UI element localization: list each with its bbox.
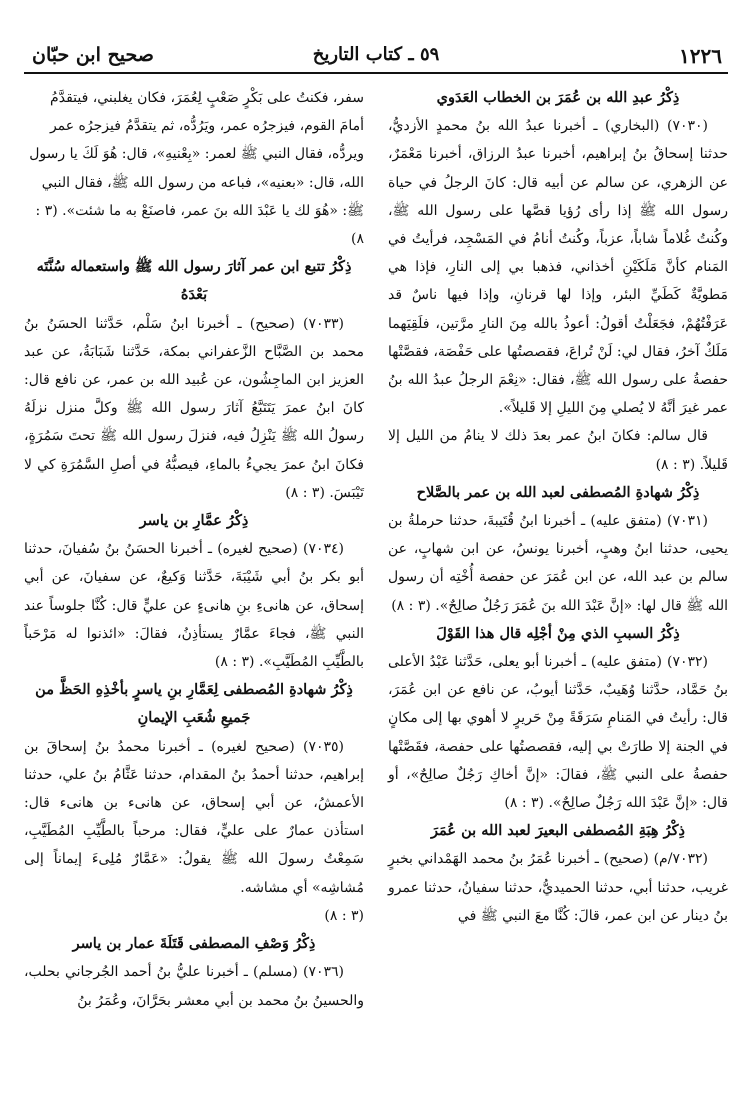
section-heading: ذِكْرُ شهادةِ المُصطفى لِعَمَّارِ بنِ ياسرٍ بأخْذِهِ الحَظَّ من جَميعِ شُعَبِ الإيمانِ bbox=[35, 681, 353, 727]
section-heading: ذِكْرُ عمَّارِ بن ياسر bbox=[139, 512, 249, 530]
book-title: صحيح ابن حبّان bbox=[32, 44, 154, 66]
paragraph: (٧٠٣٢) (متفق عليه) ـ أخبرنا أبو يعلى، حَدَّثنا عَبْدُ الأعلى بنُ حَمَّاد، حدَّثنا وُهَيبٌ، حَدَّثنا أيوبُ، عن نافع عن ابن عُمَرَ، قال: رأيتُ في المَنامِ سَرَقَةً مِنْ حَريرٍ لا أهوي بها إلى مكانٍ في الجنة إلا طارَتْ بي إليه، فقصصتُها على حفصة، فقَصَّتْها حفصةُ على النبي ﷺ، فقالَ: «إنَّ أخاكِ رَجُلٌ صالِحٌ»، أو قال: «إنَّ عَبْدَ الله رَجُلٌ صالِحٌ». (٣ : ٨) bbox=[388, 654, 728, 812]
paragraph: (٣ : ٨) bbox=[324, 907, 364, 924]
paragraph: سفر، فكنتُ على بَكْرٍ صَعْبٍ لِعُمَرَ، فكان يغلبني، فيتقدَّمُ أمامَ القوم، فيزجرُه عمر، ويَرُدُّه، ثم يتقدَّمُ فيزجرُه عمر ويردُّه، فقال النبي ﷺ لعمر: «بِعْنيهِ»، قال: هُوَ لَكَ يا رسول الله، قال: «بعنيه»، فباعه من رسول الله ﷺ، فقال النبي ﷺ: «هُوَ لك يا عَبْدَ الله بنَ عمر، فاصنَعْ به ما شئت». (٣ : ٨) bbox=[29, 90, 364, 248]
section-heading: ذِكْرُ تتبع ابن عمر آثارَ رسول الله ﷺ واستعماله سُنَّتَه بَعْدَهُ bbox=[36, 258, 352, 304]
paragraph: (٧٠٣٣) (صحيح) ـ أخبرنا ابنُ سَلْم، حَدَّثنا الحسَنُ بنُ محمد بن الصَّبَّاح الزَّعفراني بمكة، حَدَّثنا شَبَابَةُ، عن عبد العزيز ابن الماجِشُون، عن عُبيد الله بن عمر، عن نافع قال: كانَ ابنُ عمرَ يَتَتَبَّعُ آثارَ رسول الله ﷺ وكلَّ منزل نزلَهُ رسولُ الله ﷺ يَنْزِلُ فيه، فنزلَ رسول الله ﷺ تحتَ سَمُرَةٍ، فكانَ ابنُ عمرَ يجيءُ بالماءِ، فيصبُّهُ في أصلِ السَّمُرَةِ كي لا تَيْبَسَ. (٣ : ٨) bbox=[24, 315, 364, 501]
section-heading: ذِكْرُ هِبَةِ المُصطفى البعيرَ لعبد الله بن عُمَرَ bbox=[431, 822, 685, 840]
page-header bbox=[24, 44, 728, 70]
left-column bbox=[24, 84, 364, 1015]
chapter-title: ٥٩ ـ كتاب التاريخ bbox=[312, 44, 440, 65]
header-rule bbox=[24, 72, 728, 74]
paragraph: (٧٠٣١) (متفق عليه) ـ أخبرنا ابنُ قُتَيبةَ، حدثنا حرملةُ بن يحيى، حدثنا ابنُ وهبٍ، أخبرنا يونسُ، عن ابن شهابٍ، عن سالم بن عبد الله، عن ابن عُمَرَ عن حفصة أُخْتِه أن رسول الله ﷺ قال لها: «إنَّ عَبْدَ الله بنَ عُمَرَ رَجُلٌ صالِحٌ». (٣ : ٨) bbox=[388, 513, 728, 614]
page-number: ١٢٢٦ bbox=[679, 44, 722, 68]
section-heading: ذِكْرُ السببِ الذي مِنْ أجْلِه قال هذا القَوْلَ bbox=[436, 624, 680, 642]
section-heading: ذِكْرُ شهادةِ المُصطفى لعبد الله بن عمر بالصَّلاح bbox=[416, 483, 700, 501]
section-heading: ذِكْرُ وَصْفِ المصطفى قَتَلَةَ عمار بن ياسر bbox=[72, 935, 316, 953]
paragraph: (٧٠٣٦) (مسلم) ـ أخبرنا عليُّ بنُ أحمد الجُرجاني بحلب، والحسينُ بنُ محمد بن أبي معشر بحَرَّانَ، وعُمَرُ بنُ bbox=[24, 964, 364, 1009]
paragraph: (٧٠٣٥) (صحيح لغيره) ـ أخبرنا محمدُ بنُ إسحاقَ بن إبراهيم، حدثنا أحمدُ بنُ المقدام، حدثنا عَثَّامُ بنُ علي، حدثنا الأعمشُ، عن أبي إسحاق، عن هانىء بن هانىء قال: استأذن عمارٌ على عليٍّ، فقال: مرحباً بالطَّيِّبِ المُطَيَّبِ، سَمِعْتُ رسولَ الله ﷺ يقولُ: «عَمَّارٌ مُلِىءَ إيماناً إلى مُشاشِه» أي مشاشه. bbox=[24, 738, 364, 896]
paragraph: قال سالم: فكانَ ابنُ عمر بعدَ ذلك لا ينامُ من الليل إلا قَليلاً. (٣ : ٨) bbox=[388, 428, 728, 473]
paragraph: (٧٠٣٢/م) (صحيح) ـ أخبرنا عُمَرُ بنُ محمد الهَمْداني بخبرٍ غريب، حدثنا أبي، حدثنا الحميديُّ، حدثنا سفيانُ، حدثنا عمرو بنُ دينار عن ابن عمر، قالَ: كُنَّا معَ النبي ﷺ في bbox=[388, 851, 728, 924]
right-column bbox=[388, 84, 728, 930]
section-heading: ذِكْرُ عبدِ الله بن عُمَرَ بن الخطاب العَدَوي bbox=[436, 89, 680, 106]
paragraph: (٧٠٣٤) (صحيح لغيره) ـ أخبرنا الحسَنُ بنُ سُفيانَ، حدثنا أبو بكر بنُ أبي شَيْبَةَ، حَدَّثنا وَكيعٌ، عن سفيانَ، عن أبي إسحاق، عن هانىءِ بنِ هانىءٍ عن عليٍّ قال: كُنَّا جلوساً عند النبي ﷺ، فجاءَ عمَّارٌ يستأذِنُ، فقالَ: «ائذنوا له مَرْحَباً بالطَّيِّبِ المُطَيَّبِ». (٣ : ٨) bbox=[24, 541, 364, 671]
paragraph: (٧٠٣٠) (البخاري) ـ أخبرنا عبدُ الله بنُ محمدٍ الأزديُّ، حدثنا إسحاقُ بنُ إبراهيم، أخبرنا عبدُ الرزاق، أخبرنا مَعْمَرٌ، عن الزهري، عن سالم عن أبيه قال: كانَ الرجلُ في حياة رسول الله ﷺ إذا رأى رُؤيا قصَّها على رسول الله ﷺ، وكُنتُ غُلاماً شاباً، عزباً، وكُنتُ أنامُ في المَسْجِد، فرأيتُ في المَنام كأنَّ مَلَكَيْنِ أخذاني، فذهبا بي إلى النارِ، فإذا هي مَطويَّةٌ كَطَيِّ البئر، وإذا لها قرنانِ، وإذا فيها ناسٌ قد عَرَفْتُهُمْ، فجَعَلْتُ أقولُ: أعوذُ بالله مِنَ النارِ مرَّتين، فلَقِيَهما مَلَكٌ آخرُ، فقال لي: لَنْ تُراعَ، فقصصتُها على حَفْصَة، فقصَّتْها حفصةُ على رسول الله ﷺ، فقال: «نِعْمَ الرجلُ عبدُ الله بنُ عمر غيرَ أنَّهُ لا يُصلي مِنَ الليلِ إلا قَليلاً». bbox=[388, 118, 728, 417]
